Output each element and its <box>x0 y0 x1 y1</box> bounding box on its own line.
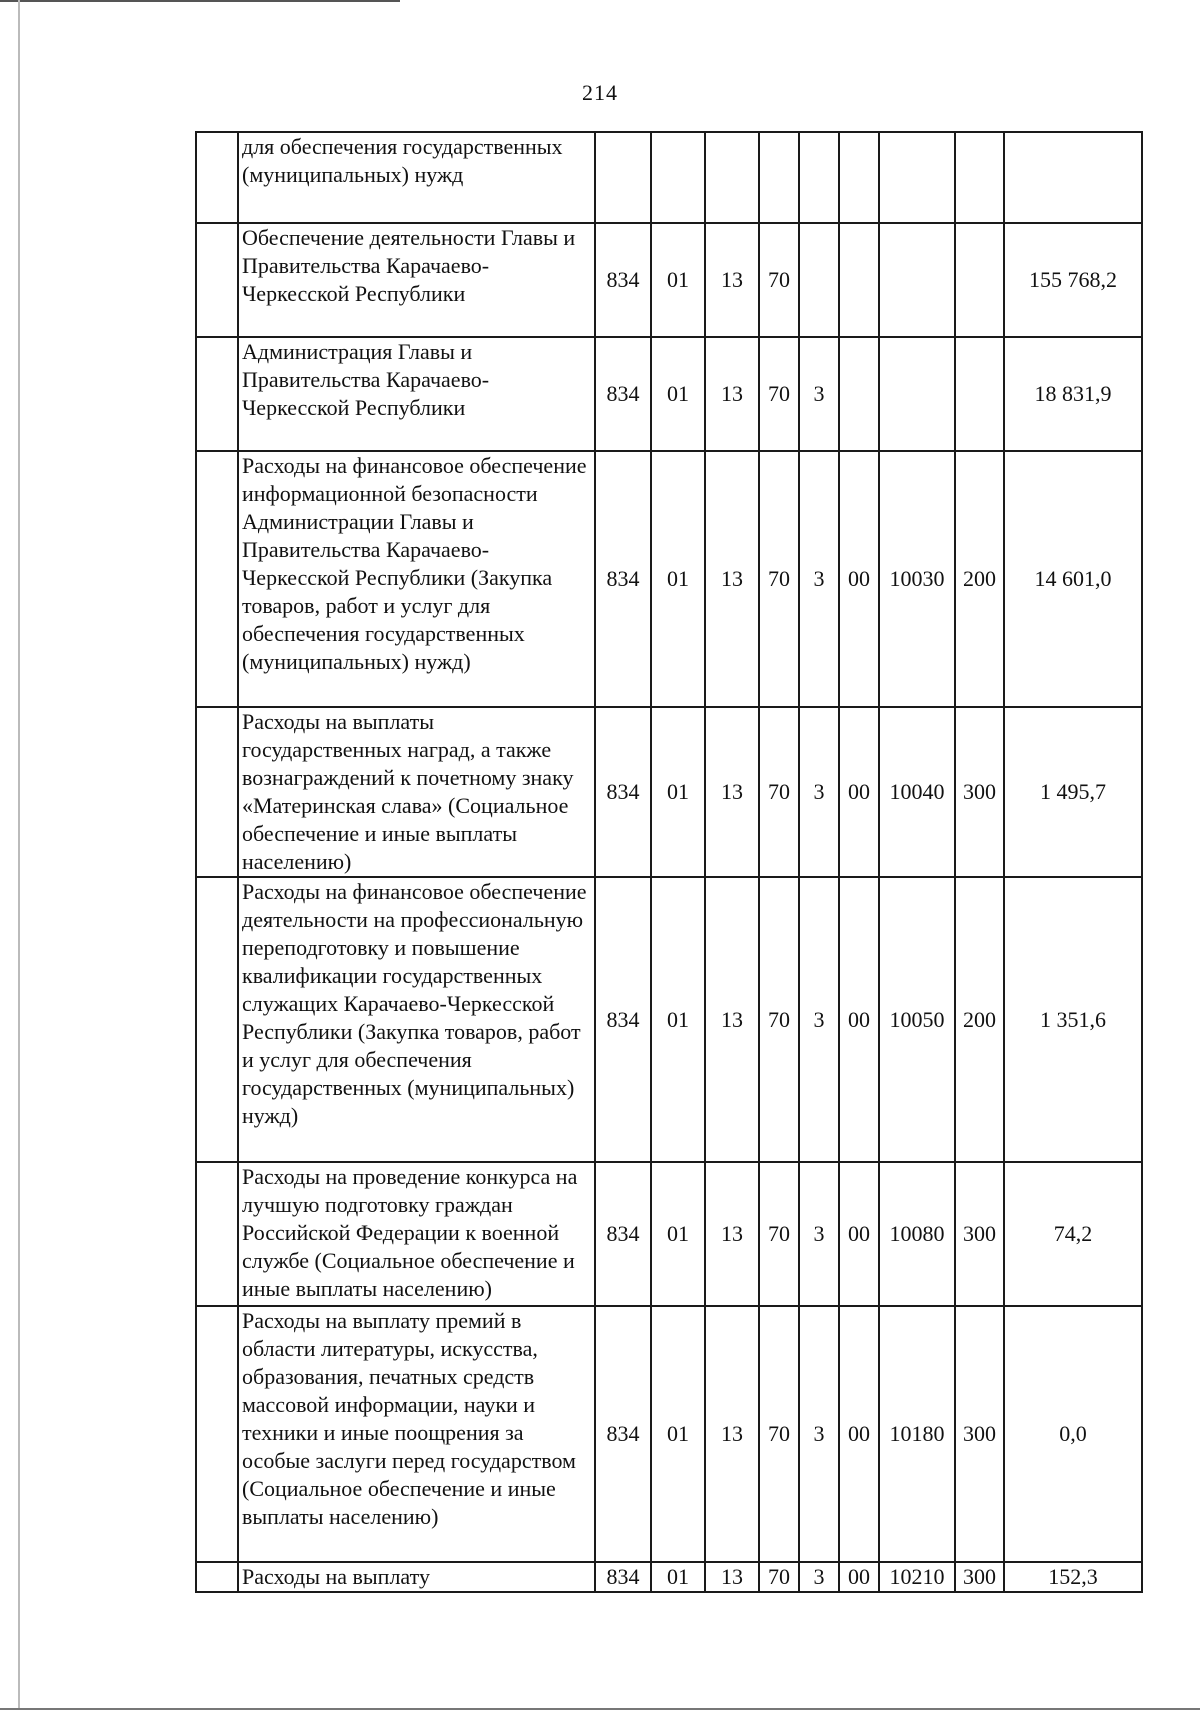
scan-artifact-left-edge <box>18 0 20 1710</box>
index-cell <box>196 451 238 707</box>
item-name-cell: Обеспечение деятельности Главы и Правительства Карачаево-Черкесской Республики <box>238 223 595 337</box>
item-name-cell: Расходы на финансовое обеспечение деятельности на профессиональную переподготовку и повышение квалификации государственных служащих Карачаево-Черкесской Республики (Закупка товаров, работ и услуг для обеспечения государственных (муниципальных) нужд) <box>238 877 595 1162</box>
item-name-cell: Расходы на финансовое обеспечение информационной безопасности Администрации Главы и Правительства Карачаево-Черкесской Республики (Закупка товаров, работ и услуг для обеспечения государственных (муниципальных) нужд) <box>238 451 595 707</box>
item-name-cell: Расходы на выплаты государственных наград, а также вознаграждений к почетному знаку «Материнская слава» (Социальное обеспечение и иные выплаты населению) <box>238 707 595 877</box>
ministry-code-cell: 834 <box>595 223 651 337</box>
program-code-cell: 70 <box>759 451 799 707</box>
amount-cell <box>1004 132 1142 223</box>
program-code-cell: 70 <box>759 1306 799 1562</box>
subprogram-code-cell: 3 <box>799 1562 839 1592</box>
item-name-cell: Администрация Главы и Правительства Карачаево-Черкесской Республики <box>238 337 595 451</box>
page-number: 214 <box>582 80 618 105</box>
section-code-cell: 01 <box>651 451 705 707</box>
index-cell <box>196 877 238 1162</box>
index-cell <box>196 1306 238 1562</box>
amount-cell: 74,2 <box>1004 1162 1142 1306</box>
item-name-cell: Расходы на выплату <box>238 1562 595 1592</box>
table-row <box>196 1306 1142 1562</box>
subprogram-code-cell: 3 <box>799 337 839 451</box>
table-row <box>196 1162 1142 1306</box>
main-event-code-cell: 00 <box>839 1162 879 1306</box>
table-row <box>196 1562 1142 1592</box>
amount-cell: 155 768,2 <box>1004 223 1142 337</box>
direction-code-cell: 10040 <box>879 707 955 877</box>
section-code-cell: 01 <box>651 223 705 337</box>
table-row <box>196 877 1142 1162</box>
subsection-code-cell: 13 <box>705 707 759 877</box>
program-code-cell: 70 <box>759 223 799 337</box>
item-name-cell: Расходы на выплату премий в области литературы, искусства, образования, печатных средств массовой информации, науки и техники и иные поощрения за особые заслуги перед государством (Социальное обеспечение и иные выплаты населению) <box>238 1306 595 1562</box>
ministry-code-cell: 834 <box>595 451 651 707</box>
expense-type-cell <box>955 223 1004 337</box>
ministry-code-cell: 834 <box>595 877 651 1162</box>
direction-code-cell: 10180 <box>879 1306 955 1562</box>
amount-cell: 1 495,7 <box>1004 707 1142 877</box>
main-event-code-cell: 00 <box>839 1306 879 1562</box>
index-cell <box>196 1562 238 1592</box>
subprogram-code-cell: 3 <box>799 1306 839 1562</box>
direction-code-cell <box>879 337 955 451</box>
program-code-cell: 70 <box>759 1162 799 1306</box>
expense-type-cell <box>955 132 1004 223</box>
amount-cell: 1 351,6 <box>1004 877 1142 1162</box>
ministry-code-cell: 834 <box>595 1162 651 1306</box>
table-row <box>196 132 1142 223</box>
subsection-code-cell: 13 <box>705 451 759 707</box>
expense-type-cell: 200 <box>955 451 1004 707</box>
section-code-cell: 01 <box>651 337 705 451</box>
expense-type-cell: 300 <box>955 707 1004 877</box>
section-code-cell: 01 <box>651 877 705 1162</box>
subsection-code-cell: 13 <box>705 337 759 451</box>
main-event-code-cell <box>839 132 879 223</box>
subsection-code-cell: 13 <box>705 1306 759 1562</box>
direction-code-cell: 10030 <box>879 451 955 707</box>
section-code-cell: 01 <box>651 1562 705 1592</box>
scan-artifact-top <box>0 0 400 2</box>
index-cell <box>196 132 238 223</box>
main-event-code-cell <box>839 337 879 451</box>
table-row <box>196 707 1142 877</box>
section-code-cell: 01 <box>651 1306 705 1562</box>
expense-type-cell: 300 <box>955 1562 1004 1592</box>
main-event-code-cell: 00 <box>839 1562 879 1592</box>
index-cell <box>196 707 238 877</box>
program-code-cell: 70 <box>759 707 799 877</box>
subsection-code-cell: 13 <box>705 223 759 337</box>
main-event-code-cell: 00 <box>839 877 879 1162</box>
table-body <box>196 132 1142 1592</box>
program-code-cell: 70 <box>759 1562 799 1592</box>
program-code-cell: 70 <box>759 877 799 1162</box>
main-event-code-cell <box>839 223 879 337</box>
section-code-cell: 01 <box>651 707 705 877</box>
direction-code-cell: 10050 <box>879 877 955 1162</box>
direction-code-cell: 10210 <box>879 1562 955 1592</box>
index-cell <box>196 1162 238 1306</box>
subprogram-code-cell: 3 <box>799 451 839 707</box>
main-event-code-cell: 00 <box>839 707 879 877</box>
direction-code-cell <box>879 132 955 223</box>
expense-type-cell: 300 <box>955 1306 1004 1562</box>
program-code-cell <box>759 132 799 223</box>
subsection-code-cell: 13 <box>705 1562 759 1592</box>
direction-code-cell: 10080 <box>879 1162 955 1306</box>
index-cell <box>196 337 238 451</box>
section-code-cell <box>651 132 705 223</box>
subprogram-code-cell <box>799 132 839 223</box>
item-name-cell: для обеспечения государственных (муниципальных) нужд <box>238 132 595 223</box>
table-row <box>196 223 1142 337</box>
section-code-cell: 01 <box>651 1162 705 1306</box>
ministry-code-cell: 834 <box>595 1562 651 1592</box>
direction-code-cell <box>879 223 955 337</box>
ministry-code-cell <box>595 132 651 223</box>
subprogram-code-cell <box>799 223 839 337</box>
budget-table <box>195 131 1143 1593</box>
program-code-cell: 70 <box>759 337 799 451</box>
amount-cell: 18 831,9 <box>1004 337 1142 451</box>
subsection-code-cell: 13 <box>705 877 759 1162</box>
ministry-code-cell: 834 <box>595 707 651 877</box>
subsection-code-cell <box>705 132 759 223</box>
amount-cell: 152,3 <box>1004 1562 1142 1592</box>
amount-cell: 0,0 <box>1004 1306 1142 1562</box>
subprogram-code-cell: 3 <box>799 1162 839 1306</box>
ministry-code-cell: 834 <box>595 337 651 451</box>
expense-type-cell: 200 <box>955 877 1004 1162</box>
subprogram-code-cell: 3 <box>799 877 839 1162</box>
ministry-code-cell: 834 <box>595 1306 651 1562</box>
item-name-cell: Расходы на проведение конкурса на лучшую подготовку граждан Российской Федерации к военной службе (Социальное обеспечение и иные выплаты населению) <box>238 1162 595 1306</box>
table-row <box>196 337 1142 451</box>
index-cell <box>196 223 238 337</box>
amount-cell: 14 601,0 <box>1004 451 1142 707</box>
expense-type-cell <box>955 337 1004 451</box>
subprogram-code-cell: 3 <box>799 707 839 877</box>
subsection-code-cell: 13 <box>705 1162 759 1306</box>
main-event-code-cell: 00 <box>839 451 879 707</box>
table-row <box>196 451 1142 707</box>
expense-type-cell: 300 <box>955 1162 1004 1306</box>
